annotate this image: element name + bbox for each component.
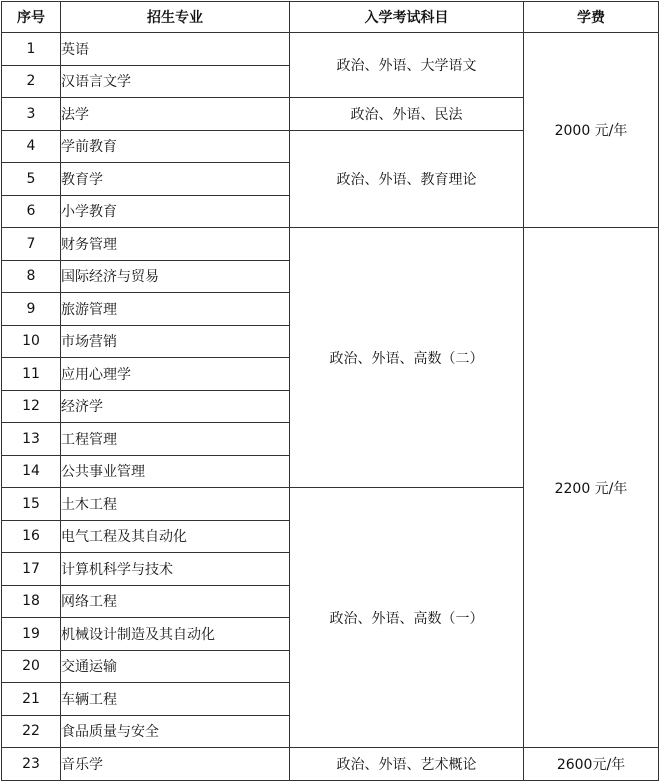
major-name: 车辆工程 bbox=[61, 683, 290, 716]
major-name: 旅游管理 bbox=[61, 293, 290, 326]
row-number: 11 bbox=[2, 358, 61, 391]
major-name: 机械设计制造及其自动化 bbox=[61, 618, 290, 651]
major-name: 土木工程 bbox=[61, 488, 290, 521]
row-number: 7 bbox=[2, 228, 61, 261]
row-number: 22 bbox=[2, 715, 61, 748]
table-row bbox=[2, 228, 659, 261]
major-name: 学前教育 bbox=[61, 130, 290, 163]
row-number: 1 bbox=[2, 33, 61, 66]
row-number: 14 bbox=[2, 455, 61, 488]
table-row bbox=[2, 748, 659, 781]
major-name: 市场营销 bbox=[61, 325, 290, 358]
exam-subjects: 政治、外语、大学语文 bbox=[290, 33, 524, 98]
row-number: 10 bbox=[2, 325, 61, 358]
row-number: 9 bbox=[2, 293, 61, 326]
major-name: 公共事业管理 bbox=[61, 455, 290, 488]
major-name: 计算机科学与技术 bbox=[61, 553, 290, 586]
major-name: 教育学 bbox=[61, 163, 290, 196]
exam-subjects: 政治、外语、民法 bbox=[290, 98, 524, 131]
row-number: 4 bbox=[2, 130, 61, 163]
row-number: 18 bbox=[2, 585, 61, 618]
header-exam: 入学考试科目 bbox=[290, 2, 524, 33]
tuition-fee: 2200 元/年 bbox=[524, 228, 659, 748]
major-name: 电气工程及其自动化 bbox=[61, 520, 290, 553]
major-name: 音乐学 bbox=[61, 748, 290, 781]
major-name: 经济学 bbox=[61, 390, 290, 423]
major-name: 财务管理 bbox=[61, 228, 290, 261]
major-name: 法学 bbox=[61, 98, 290, 131]
row-number: 13 bbox=[2, 423, 61, 456]
tuition-fee: 2000 元/年 bbox=[524, 33, 659, 228]
major-name: 汉语言文学 bbox=[61, 65, 290, 98]
row-number: 2 bbox=[2, 65, 61, 98]
row-number: 17 bbox=[2, 553, 61, 586]
row-number: 6 bbox=[2, 195, 61, 228]
row-number: 23 bbox=[2, 748, 61, 781]
major-name: 食品质量与安全 bbox=[61, 715, 290, 748]
major-name: 小学教育 bbox=[61, 195, 290, 228]
major-name: 应用心理学 bbox=[61, 358, 290, 391]
row-number: 12 bbox=[2, 390, 61, 423]
major-name: 国际经济与贸易 bbox=[61, 260, 290, 293]
header-row bbox=[2, 2, 659, 33]
row-number: 5 bbox=[2, 163, 61, 196]
major-name: 英语 bbox=[61, 33, 290, 66]
row-number: 16 bbox=[2, 520, 61, 553]
row-number: 15 bbox=[2, 488, 61, 521]
row-number: 19 bbox=[2, 618, 61, 651]
table-row bbox=[2, 33, 659, 66]
row-number: 3 bbox=[2, 98, 61, 131]
row-number: 8 bbox=[2, 260, 61, 293]
tuition-fee: 2600元/年 bbox=[524, 748, 659, 781]
row-number: 21 bbox=[2, 683, 61, 716]
exam-subjects: 政治、外语、教育理论 bbox=[290, 130, 524, 228]
major-name: 交通运输 bbox=[61, 650, 290, 683]
header-fee: 学费 bbox=[524, 2, 659, 33]
exam-subjects: 政治、外语、高数（二） bbox=[290, 228, 524, 488]
header-major: 招生专业 bbox=[61, 2, 290, 33]
admissions-table bbox=[1, 1, 659, 781]
major-name: 网络工程 bbox=[61, 585, 290, 618]
exam-subjects: 政治、外语、高数（一） bbox=[290, 488, 524, 748]
header-no: 序号 bbox=[2, 2, 61, 33]
row-number: 20 bbox=[2, 650, 61, 683]
exam-subjects: 政治、外语、艺术概论 bbox=[290, 748, 524, 781]
major-name: 工程管理 bbox=[61, 423, 290, 456]
